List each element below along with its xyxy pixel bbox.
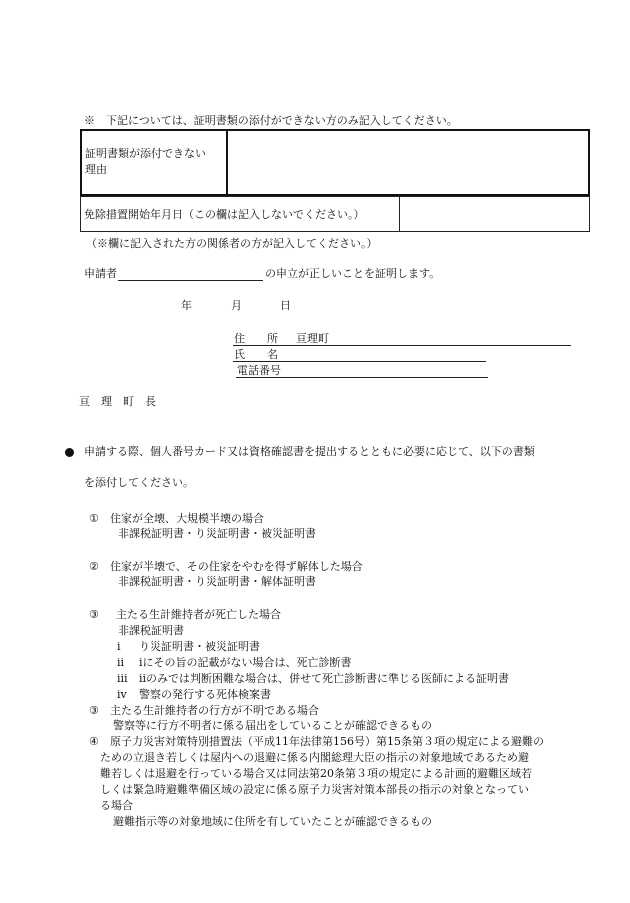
instructions-line1: 申請する際、個人番号カード又は資格確認書を提出するとともに必要に応じて、以下の書類	[84, 445, 535, 458]
reason-table	[80, 129, 590, 196]
certify-prefix: 申請者	[84, 267, 117, 280]
item3b-title: 主たる生計維持者の行方が不明である場合	[110, 704, 319, 717]
exemption-date-label: 免除措置開始年月日（この欄は記入しないでください。）	[84, 208, 365, 221]
bullet-icon	[65, 448, 74, 457]
item3-sub2-text: ⅰにその旨の記載がない場合は、死亡診断書	[139, 656, 352, 669]
exemption-date-divider	[399, 197, 400, 231]
applicant-underline	[118, 280, 263, 281]
item2-title: 住家が半壊で、その住家をやむを得ず解体した場合	[110, 560, 363, 573]
instructions-line2: を添付してください。	[84, 476, 194, 489]
item3-sub0: 非課税証明書	[118, 624, 184, 637]
item4-line1: 原子力災害対策特別措置法（平成11年法律第156号）第15条第３項の規定による避難の	[110, 735, 544, 748]
item2-number: ②	[89, 560, 99, 573]
item3-sub1-text: り災証明書・被災証明書	[139, 640, 260, 653]
item4-line5: る場合	[100, 799, 133, 812]
item3b-number: ③	[89, 704, 99, 717]
item3-number: ③	[89, 608, 99, 621]
item4-line3: 難若しくは退避を行っている場合又は同法第20条第３項の規定による計画的避難区域若	[100, 767, 532, 780]
item3-sub4-text: 警察の発行する死体検案書	[139, 688, 271, 701]
date-year: 年	[181, 299, 192, 312]
item3-sub1-mark: ⅰ	[117, 640, 121, 653]
exemption-date-table	[80, 196, 590, 232]
item3b-docs: 警察等に行方不明者に係る届出をしていることが確認できるもの	[113, 719, 432, 732]
reason-divider	[226, 131, 228, 194]
address-value[interactable]: 亘理町	[296, 332, 329, 345]
item3-sub3-text: ⅱのみでは判断困難な場合は、併せて死亡診断書に準じる医師による証明書	[139, 672, 510, 685]
item4-line4: しくは緊急時避難準備区域の設定に係る原子力災害対策本部長の指示の対象となってい	[100, 783, 529, 796]
certify-suffix: の申立が正しいことを証明します。	[265, 267, 441, 280]
item3-sub4-mark: ⅳ	[117, 688, 127, 701]
item4-docs: 避難指示等の対象地域に住所を有していたことが確認できるもの	[113, 815, 432, 828]
item1-title: 住家が全壊、大規模半壊の場合	[110, 512, 264, 525]
address-underline	[233, 345, 571, 346]
tel-label: 電話番号	[237, 364, 281, 377]
reason-label-line2: 理由	[85, 163, 107, 176]
date-day: 日	[280, 299, 291, 312]
item3-title: 主たる生計維持者が死亡した場合	[116, 608, 281, 621]
item1-number: ①	[89, 512, 99, 525]
item4-number: ④	[89, 735, 99, 748]
item4-line2: ための立退き若しくは屋内への退避に係る内閣総理大臣の指示の対象地域であるため避	[100, 751, 529, 764]
date-month: 月	[231, 299, 242, 312]
item2-docs: 非課税証明書・り災証明書・解体証明書	[118, 575, 316, 588]
tel-underline	[236, 377, 488, 378]
item3-sub3-mark: ⅲ	[117, 672, 128, 685]
mayor-title: 亘 理 町 長	[79, 395, 156, 408]
name-label: 氏 名	[234, 348, 278, 361]
note-header: ※ 下記については、証明書類の添付ができない方のみ記入してください。	[84, 114, 458, 127]
name-underline	[233, 361, 486, 362]
item1-docs: 非課税証明書・り災証明書・被災証明書	[118, 527, 316, 540]
item3-sub2-mark: ⅱ	[117, 656, 125, 669]
reason-label-line1: 証明書類が添付できない	[85, 147, 206, 160]
address-label: 住 所	[234, 332, 278, 345]
relation-note: （※欄に記入された方の関係者の方が記入してください。）	[86, 237, 378, 250]
